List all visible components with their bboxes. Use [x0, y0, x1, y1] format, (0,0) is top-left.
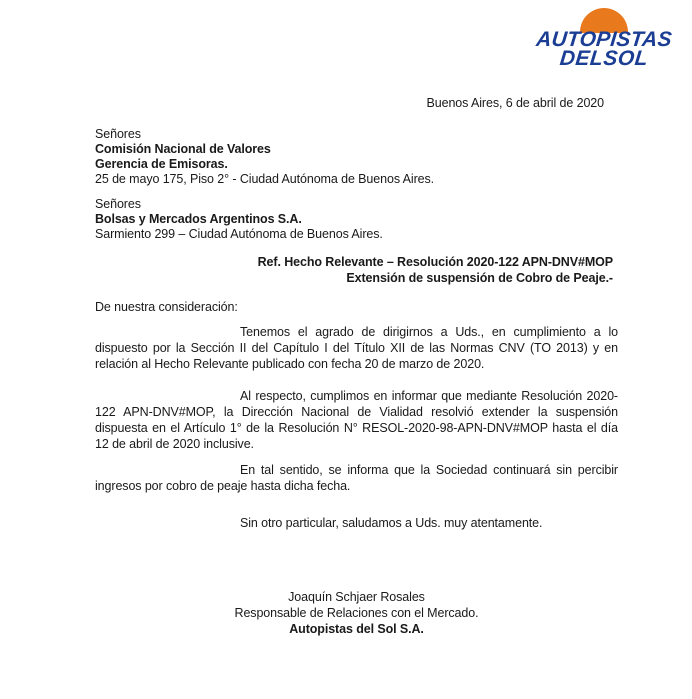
addressee-address: 25 de mayo 175, Piso 2° - Ciudad Autónoma de Buenos Aires. [95, 172, 435, 186]
addressee-block-cnv [95, 127, 618, 187]
signatory-name: Joaquín Schjaer Rosales [288, 590, 425, 604]
salutation-line: Señores [95, 197, 141, 211]
addressee-department: Gerencia de Emisoras. [95, 157, 228, 171]
greeting-line: De nuestra consideración: [95, 300, 238, 314]
autopistas-del-sol-logo [526, 8, 682, 69]
letter-body [95, 95, 618, 637]
addressee-name: Comisión Nacional de Valores [95, 142, 271, 156]
reference-line-1: Ref. Hecho Relevante – Resolución 2020-122 APN-DNV#MOP [257, 255, 613, 269]
logo-word-delsol: DELSOL [558, 47, 650, 71]
closing-line: Sin otro particular, saludamos a Uds. muy atentamente. [240, 516, 543, 530]
reference-line-2: Extensión de suspensión de Cobro de Peaje.- [346, 271, 613, 285]
body-paragraph-2: Al respecto, cumplimos en informar que mediante Resolución 2020-122 APN-DNV#MOP, la Dirección Nacional de Vialidad resolvió extender la suspensión dispuesta en el Artículo 1° de la Resolución N° RESOL-2020-98-APN-DNV#MOP hasta el día 12 de abril de 2020 inclusive. [95, 389, 618, 451]
signatory-title: Responsable de Relaciones con el Mercado. [234, 606, 479, 620]
addressee-block-byma [95, 197, 618, 242]
signatory-company: Autopistas del Sol S.A. [289, 622, 424, 636]
signature-block [95, 589, 618, 637]
addressee-name: Bolsas y Mercados Argentinos S.A. [95, 212, 302, 226]
body-paragraph-3: En tal sentido, se informa que la Sociedad continuará sin percibir ingresos por cobro de peaje hasta dicha fecha. [95, 463, 618, 493]
reference-block [95, 254, 618, 286]
logo-word-autopistas: AUTOPISTAS [535, 28, 673, 51]
date-line: Buenos Aires, 6 de abril de 2020 [426, 96, 604, 110]
salutation-line: Señores [95, 127, 141, 141]
addressee-address: Sarmiento 299 – Ciudad Autónoma de Buenos Aires. [95, 227, 383, 241]
body-paragraph-1: Tenemos el agrado de dirigirnos a Uds., en cumplimiento a lo dispuesto por la Sección II del Capítulo I del Título XII de las Normas CNV (TO 2013) y en relación al Hecho Relevante publicado con fecha 20 de marzo de 2020. [95, 325, 618, 371]
